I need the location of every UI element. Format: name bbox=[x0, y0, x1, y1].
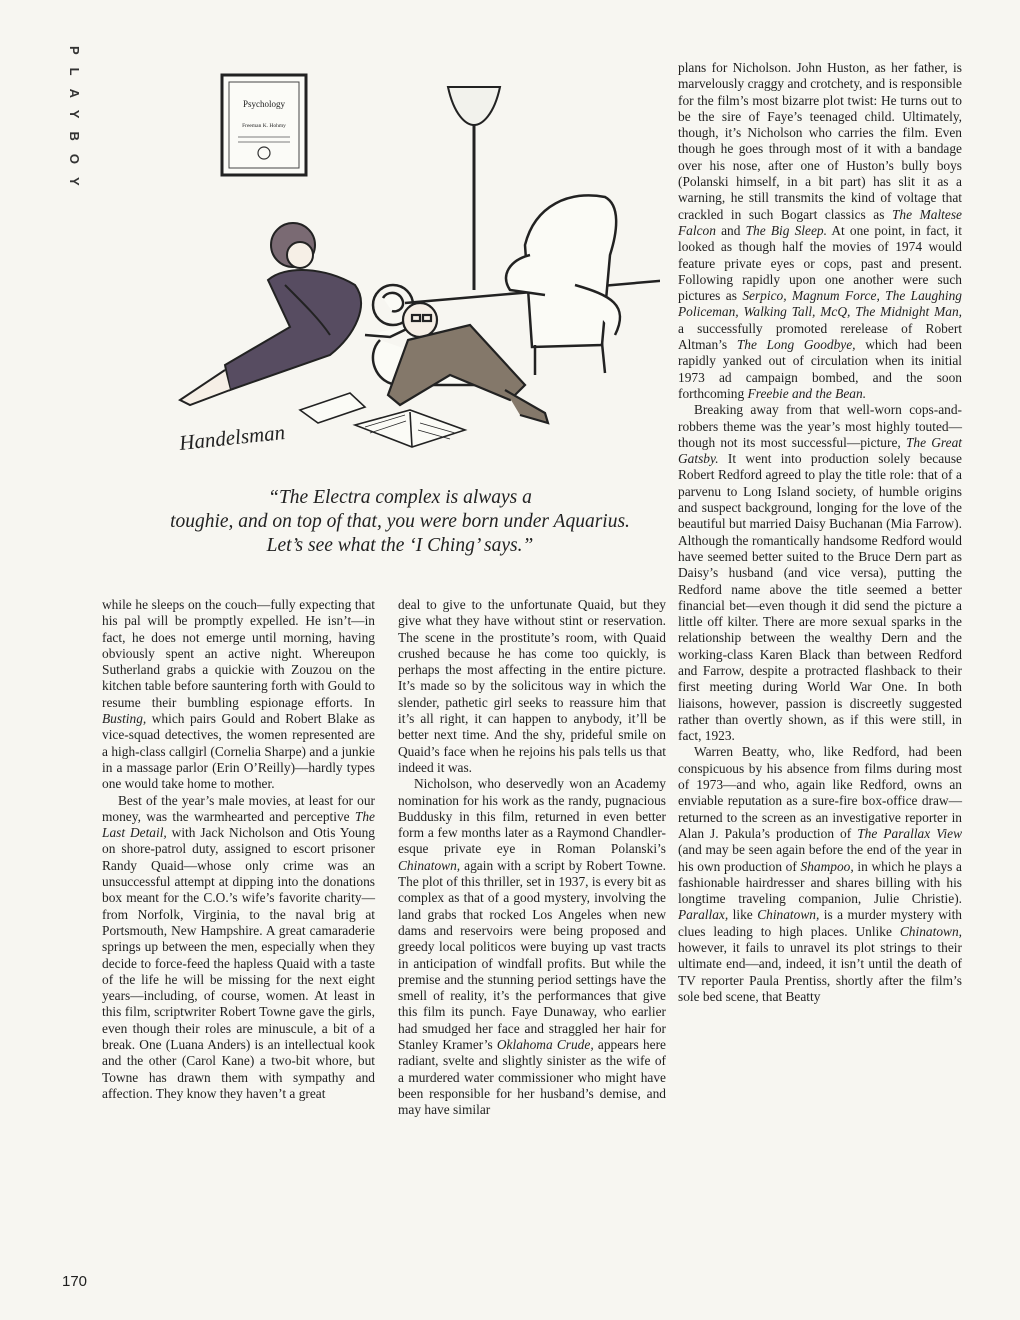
diploma-name: Freeman K. Hohmy bbox=[242, 123, 286, 129]
article-column-2 bbox=[398, 597, 666, 1119]
paragraph: Best of the year’s male movies, at least for our money, was the warmhearted and perceptive The Last Detail, with Jack Nicholson and Otis Young on shore-patrol duty, assigned to escort prisoner Randy Quaid—whose only crime was an unsuccessful attempt at dipping into the donations box meant for the C.O.’s wife’s favorite charity—from Norfolk, Virginia, to the naval brig at Portsmouth, New Hampshire. A great camaraderie springs up between the men, especially when they decide to force-feed the hapless Quaid with a taste of the life he will be missing for the next eight years—including, of course, women. At least in this film, scriptwriter Robert Towne gave the girls, even though their roles are minuscule, a bit of a break. One (Luana Anders) is an intellectual kook and the other (Carol Kane) a two-bit whore, but Towne has drawn them with sympathy and affection. They know they haven’t a great bbox=[102, 792, 375, 1101]
article-column-3 bbox=[678, 60, 962, 1005]
diploma-frame bbox=[222, 75, 306, 175]
paragraph: Nicholson, who deservedly won an Academy nomination for his work as the randy, pugnacious Buddusky in this film, returned in even better form a few months later as a Raymond Chandler-esque private eye in Roman Polanski’s Chinatown, again with a script by Robert Towne. The plot of this thriller, set in 1937, is every bit as complex as that of a good mystery, involving the land grabs that rocked Los Angeles when new dams and reservoirs were being proposed and greedy local politicos were buying up vast tracts in anticipation of windfall profits. But while the premise and the stunning period settings have the smell of reality, it’s the performances that give this film its punch. Faye Dunaway, who earlier had smudged her face and straggled her hair for Stanley Kramer’s Oklahoma Crude, appears here radiant, svelte and slightly sinister as the wife of a murdered water commissioner who might have been responsible for her husband’s demise, and may have similar bbox=[398, 776, 666, 1118]
woman-figure bbox=[180, 223, 361, 405]
page-number: 170 bbox=[62, 1273, 88, 1290]
paragraph: while he sleeps on the couch—fully expecting that his pal will be promptly expelled. He isn’t—in fact, he does not emerge until morning, having obviously spent an active night. Whereupon Sutherland grabs a quickie with Zouzou on the kitchen table before sauntering forth with Gould to resume their bumbling espionage efforts. In Busting, which pairs Gould and Robert Blake as vice-squad detectives, the women represented are a high-class callgirl (Cornelia Sharpe) and a junkie in a massage parlor (Erin O’Reilly)—hardly types one would take home to mother. bbox=[102, 597, 375, 792]
floor-lamp bbox=[448, 87, 500, 290]
caption-line: “The Electra complex is always a bbox=[268, 487, 532, 508]
paragraph: Warren Beatty, who, like Redford, had been conspicuous by his absence from films during most of 1973—and who, again like Redford, owns an enviable reputation as a sure-fire box-office draw—returned to the screen as an investigative reporter in Alan J. Pakula’s production of The Parallax View (and may be seen again before the end of the year in his own production of Shampoo, in which he plays a fashionable hairdresser and shares billing with his longtime traveling companion, Julie Christie). Parallax, like Chinatown, is a murder mystery with clues leading to high places. Unlike Chinatown, however, it fails to unravel its plot strings to their ultimate end—and, indeed, it isn’t until the death of TV reporter Paula Prentiss, shortly after the film’s sole bed scene, that Beatty bbox=[678, 744, 963, 1004]
paragraph: deal to give to the unfortunate Quaid, but they give what they have without stint or reservation. The scene in the prostitute’s room, with Quaid crushed because he has come too quickly, is perhaps the most affecting in the entire picture. It’s made so by the solicitous way in which the slender, pathetic girl seeks to reassure him that it’s all right, it can happen to anybody, it’ll be better next time. And the shy, prideful smile on Quaid’s face when he rejoins his pals tells us that indeed it was. bbox=[398, 597, 666, 775]
caption-line: toughie, and on top of that, you were born under Aquarius. bbox=[170, 511, 630, 532]
artist-signature: Handelsman bbox=[178, 420, 287, 455]
diploma-title: Psychology bbox=[242, 99, 286, 109]
paragraph: Breaking away from that well-worn cops-and-robbers theme was the year’s most highly touted—though not its most successful—picture, The Great Gatsby. It went into production solely because Robert Redford agreed to play the title role: that of a parvenu to Long Island society, of humble origins and suspect background, longing for the love of the beautiful but married Daisy Buchanan (Mia Farrow). Although the romantically handsome Redford would have seemed better suited to the Bruce Dern part as Daisy’s husband (and vice versa), putting the Redford name above the title seemed a better financial bet—even though it did send the picture a little off kilter. There are more sexual sparks in the relationship between the wealthy Dern and the working-class Karen Black than between Redford and Farrow, despite a protracted flashback to their first meeting during World War One. In both liaisons, however, passion is discreetly suggested rather than overtly shown, as if this were still, in fact, 1923. bbox=[678, 402, 962, 744]
cartoon-caption bbox=[110, 486, 690, 558]
paragraph: plans for Nicholson. John Huston, as her father, is marvelously craggy and crotchety, and is responsible for the film’s most bizarre plot twist: He turns out to be the sire of Faye’s teenaged child. Ultimately, though, it’s Nicholson who carries the film. Even though he goes through most of it with a bandage over his nose, after one of Huston’s bully boys (Polanski himself, in a bit part) has slit it as a warning, he still transmits the kind of voltage that crackled in such Bogart classics as The Maltese Falcon and The Big Sleep. At one point, in fact, it looked as though half the movies of 1974 would feature private eyes or cops, past and present. Following rapidly upon one another were such pictures as Serpico, Magnum Force, The Laughing Policeman, Walking Tall, McQ, The Midnight Man, a successfully promoted rerelease of Robert Altman’s The Long Goodbye, which had been rapidly yanked out of circulation when its initial 1973 ad campaign bombed, and the soon forthcoming Freebie and the Bean. bbox=[678, 60, 963, 401]
armchair bbox=[506, 195, 620, 375]
psychiatrist-figure bbox=[388, 303, 548, 423]
caption-line: Let’s see what the ‘I Ching’ says.” bbox=[266, 535, 534, 556]
open-book bbox=[300, 393, 465, 447]
article-column-1 bbox=[102, 597, 375, 1102]
magazine-masthead: PLAYBOY bbox=[67, 46, 82, 199]
cartoon-illustration bbox=[150, 55, 660, 475]
